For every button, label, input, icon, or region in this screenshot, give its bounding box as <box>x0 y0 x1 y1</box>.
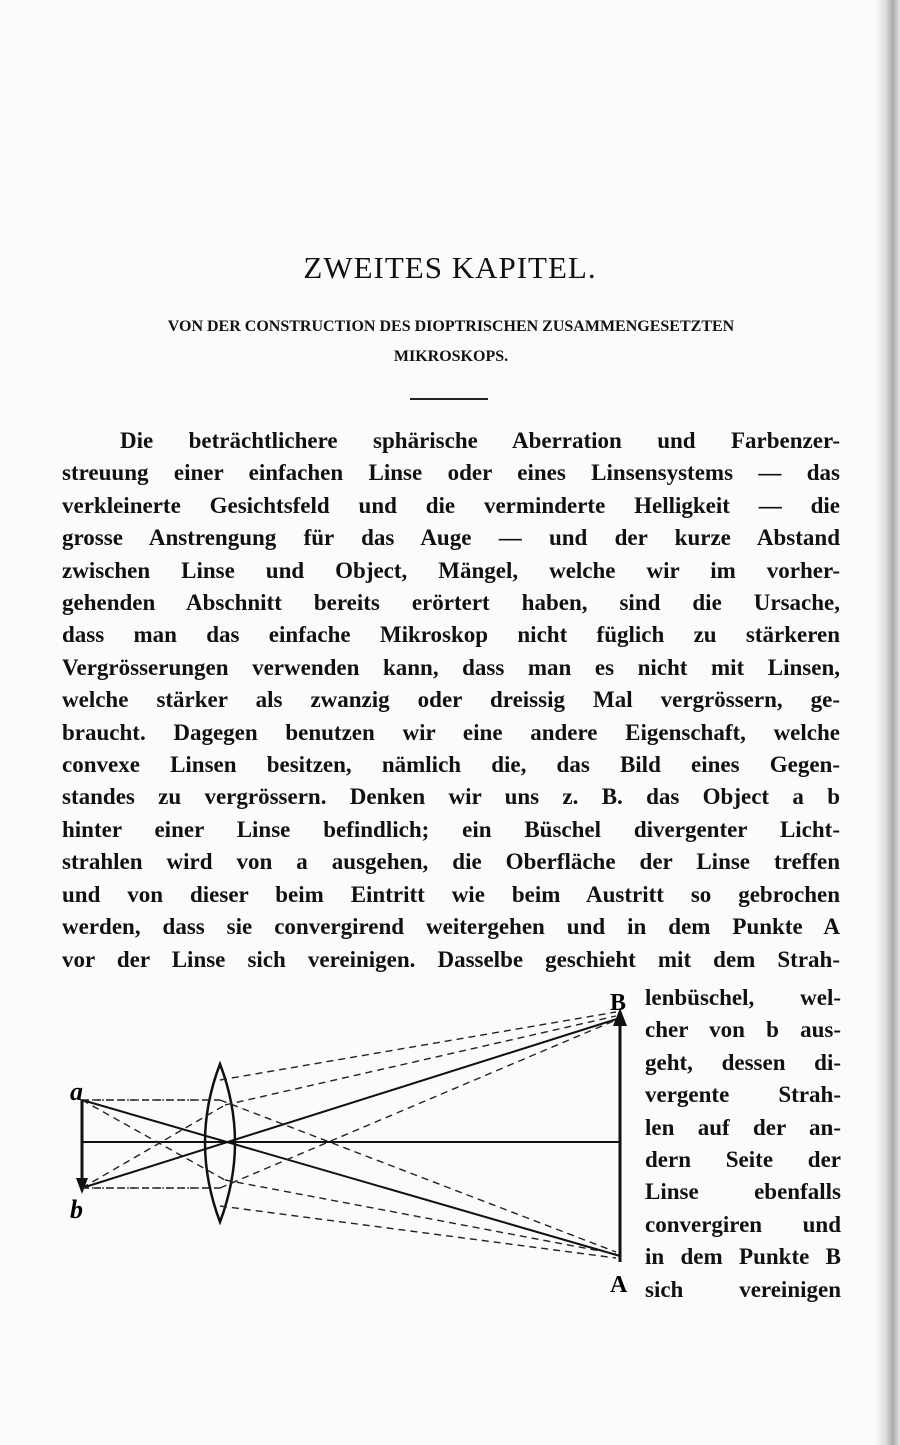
chapter-subtitle <box>62 312 840 372</box>
text-line: werden, dass sie convergirend weitergehen und in dem Punkte A <box>62 914 840 940</box>
side-text-line: in dem Punkte B <box>645 1244 841 1270</box>
text-line: strahlen wird von a ausgehen, die Oberfläche der Linse treffen <box>62 849 840 875</box>
ray-dashed <box>225 1180 616 1254</box>
ray-dashed <box>82 1105 225 1188</box>
text-line: verkleinerte Gesichtsfeld und die verminderte Helligkeit — die <box>62 492 840 518</box>
side-text-line: geht, dessen di- <box>645 1049 841 1075</box>
side-text-line: Linse ebenfalls <box>645 1179 841 1205</box>
chapter-title: ZWEITES KAPITEL. <box>303 250 597 285</box>
text-line: streuung einer einfachen Linse oder eines Linsensystems — das <box>62 460 840 486</box>
text-line: welche stärker als zwanzig oder dreissig Mal vergrössern, ge- <box>62 687 840 713</box>
text-line: convexe Linsen besitzen, nämlich die, das Bild eines Gegen- <box>62 752 840 778</box>
ray-solid <box>82 1018 620 1188</box>
text-line: zwischen Linse und Object, Mängel, welche wir im vorher- <box>62 557 840 583</box>
side-text-line: dern Seite der <box>645 1147 841 1173</box>
ray-dashed <box>82 1100 225 1180</box>
text-line: Vergrösserungen verwenden kann, dass man es nicht mit Linsen, <box>62 654 840 680</box>
text-line: und von dieser beim Eintritt wie beim Austritt so gebrochen <box>62 881 840 907</box>
ray-dashed <box>220 1012 616 1080</box>
side-text-line: len auf der an- <box>645 1114 841 1140</box>
label-b: b <box>70 1195 83 1224</box>
label-a: a <box>70 1077 83 1106</box>
label-A: A <box>610 1272 628 1298</box>
text-line: Die beträchtlichere sphärische Aberration und Farbenzer- <box>120 428 840 453</box>
text-line: vor der Linse sich vereinigen. Dasselbe geschieht mit dem Strah- <box>62 946 840 972</box>
side-text-line: convergiren und <box>645 1211 841 1237</box>
side-text-line: vergente Strah- <box>645 1082 841 1108</box>
ray-dashed <box>220 1100 616 1252</box>
body-paragraph <box>62 425 840 976</box>
page-edge-shadow <box>876 0 900 1445</box>
lens-diagram <box>60 980 645 1300</box>
ray-dashed <box>225 1016 616 1105</box>
text-line: grosse Anstrengung für das Auge — und der kurze Abstand <box>62 525 840 551</box>
subtitle-line: VON DER CONSTRUCTION DES DIOPTRISCHEN ZUSAMMENGESETZTEN <box>167 318 735 335</box>
title-divider <box>410 398 488 400</box>
text-line: hinter einer Linse befindlich; ein Büschel divergenter Licht- <box>62 816 840 842</box>
side-text-line: sich vereinigen <box>645 1276 841 1302</box>
text-line: standes zu vergrössern. Denken wir uns z. B. das Object a b <box>62 784 840 810</box>
text-line: dass man das einfache Mikroskop nicht füglich zu stärkeren <box>62 622 840 648</box>
label-B: B <box>610 990 627 1016</box>
text-line: braucht. Dagegen benutzen wir eine andere Eigenschaft, welche <box>62 719 840 745</box>
figure-side-text <box>645 982 841 1306</box>
subtitle-line: MIKROSKOPS. <box>393 348 509 365</box>
side-text-line: lenbüschel, wel- <box>645 985 841 1010</box>
ray-dashed <box>220 1020 616 1188</box>
side-text-line: cher von b aus- <box>645 1017 841 1043</box>
ray-dashed <box>220 1206 616 1258</box>
text-line: gehenden Abschnitt bereits erörtert haben, sind die Ursache, <box>62 590 840 616</box>
ray-solid <box>82 1100 620 1256</box>
